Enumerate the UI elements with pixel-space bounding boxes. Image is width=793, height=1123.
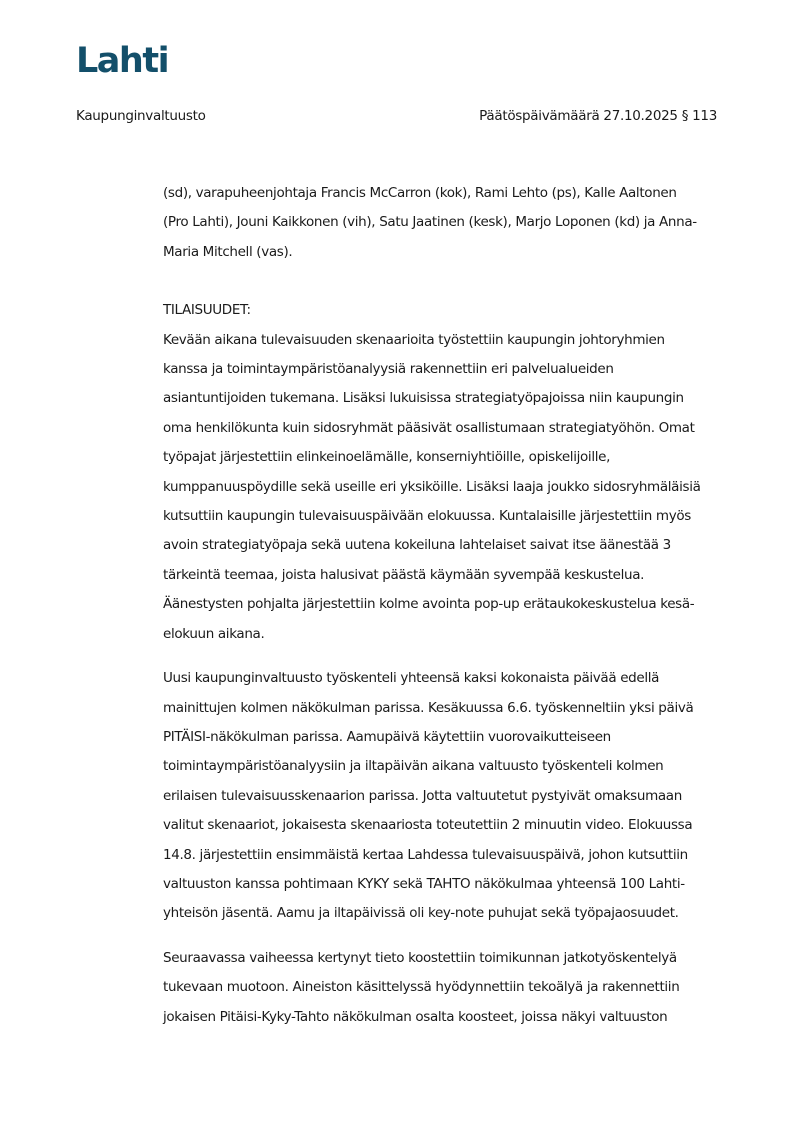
text-line: mainittujen kolmen näkökulman parissa. Kesäkuussa 6.6. työskenneltiin yksi päivä — [163, 699, 694, 716]
text-line: työpajat järjestettiin elinkeinoelämälle, konserniyhtiöille, opiskelijoille, — [163, 449, 611, 466]
text-line: valtuuston kanssa pohtimaan KYKY sekä TAHTO näkökulmaa yhteensä 100 Lahti- — [163, 875, 685, 892]
text-line: kanssa ja toimintaympäristöanalyysiä rakennettiin eri palvelualueiden — [163, 361, 614, 378]
paragraph-next-phase — [163, 944, 723, 1032]
text-line: tukevaan muotoon. Aineiston käsittelyssä hyödynnettiin tekoälyä ja rakennettiin — [163, 979, 680, 996]
text-line: 14.8. järjestettiin ensimmäistä kertaa Lahdessa tulevaisuuspäivä, johon kutsuttiin — [163, 846, 688, 863]
text-line: Uusi kaupunginvaltuusto työskenteli yhteensä kaksi kokonaista päivää edellä — [163, 670, 660, 687]
text-line: toimintaympäristöanalyysiin ja iltapäivän aikana valtuusto työskenteli kolmen — [163, 758, 664, 775]
text-line: avoin strategiatyöpaja sekä uutena kokeiluna lahtelaiset saivat itse äänestää 3 — [163, 537, 671, 554]
text-line: valitut skenaariot, jokaisesta skenaariosta toteutettiin 2 minuutin video. Elokuussa — [163, 817, 693, 834]
header-decision-date: Päätöspäivämäärä 27.10.2025 § 113 — [479, 108, 717, 124]
text-line: asiantuntijoiden tukemana. Lisäksi lukuisissa strategiatyöpajoissa niin kaupungin — [163, 390, 684, 407]
header-body-name: Kaupunginvaltuusto — [76, 108, 206, 124]
text-line: PITÄISI-näkökulman parissa. Aamupäivä käytettiin vuorovaikutteiseen — [163, 728, 611, 745]
text-line: (Pro Lahti), Jouni Kaikkonen (vih), Satu Jaatinen (kesk), Marjo Loponen (kd) ja Anna- — [163, 214, 697, 231]
text-line: jokaisen Pitäisi-Kyky-Tahto näkökulman osalta koosteet, joissa näkyi valtuuston — [163, 1008, 668, 1025]
text-line: Äänestysten pohjalta järjestettiin kolme avointa pop-up erätaukokeskustelua kesä- — [163, 596, 695, 613]
text-line: oma henkilökunta kuin sidosryhmät pääsivät osallistumaan strategiatyöhön. Omat — [163, 419, 695, 436]
paragraph-events — [163, 326, 723, 649]
text-line: Seuraavassa vaiheessa kertynyt tieto koostettiin toimikunnan jatkotyöskentelyä — [163, 949, 677, 966]
text-line: elokuun aikana. — [163, 625, 265, 642]
paragraph-council-work — [163, 664, 723, 929]
section-heading: TILAISUUDET: — [163, 302, 251, 319]
text-line: (sd), varapuheenjohtaja Francis McCarron (kok), Rami Lehto (ps), Kalle Aaltonen — [163, 185, 677, 201]
text-line: kutsuttiin kaupungin tulevaisuuspäivään elokuussa. Kuntalaisille järjestettiin myös — [163, 508, 691, 525]
text-line: Kevään aikana tulevaisuuden skenaarioita työstettiin kaupungin johtoryhmien — [163, 331, 665, 348]
document-body — [163, 179, 723, 1032]
text-line: tärkeintä teemaa, joista halusivat päästä käymään syvempää keskustelua. — [163, 566, 645, 583]
paragraph-members — [163, 179, 723, 267]
text-line: kumppanuuspöydille sekä useille eri yksiköille. Lisäksi laaja joukko sidosryhmäläisiä — [163, 478, 701, 495]
text-line: yhteisön jäsentä. Aamu ja iltapäivissä oli key-note puhujat sekä työpajaosuudet. — [163, 905, 679, 922]
lahti-logo: Lahti — [76, 41, 169, 81]
text-line: Maria Mitchell (vas). — [163, 243, 293, 260]
text-line: erilaisen tulevaisuusskenaarion parissa. Jotta valtuutetut pystyivät omaksumaan — [163, 787, 682, 804]
